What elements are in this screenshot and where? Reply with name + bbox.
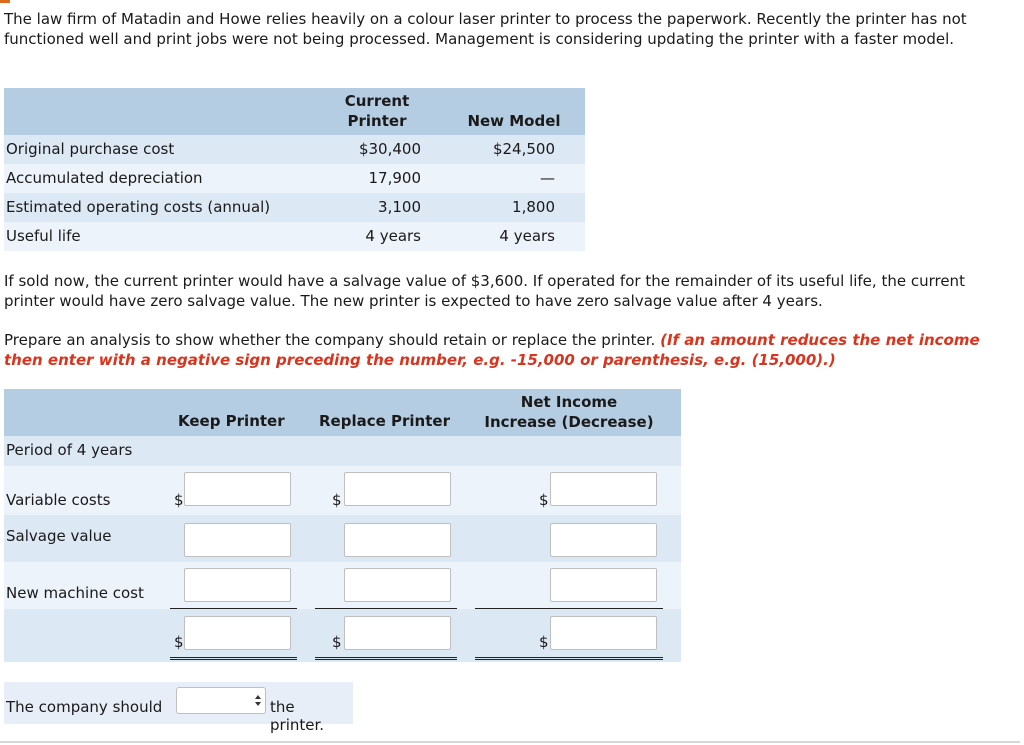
current-value: 4 years	[365, 227, 421, 245]
period-row	[4, 436, 681, 466]
variable-costs-label: Variable costs	[6, 491, 111, 509]
row-label: Estimated operating costs (annual)	[6, 198, 271, 216]
new-value: 1,800	[512, 198, 555, 216]
printer-comparison-table	[4, 88, 585, 251]
total-keep-input[interactable]	[184, 616, 291, 650]
new-value: $24,500	[492, 140, 555, 158]
total-double-rule	[315, 657, 457, 660]
bottom-divider	[0, 741, 1020, 743]
currency-symbol: $	[174, 633, 184, 651]
current-printer-header	[323, 91, 431, 131]
instruction-text: Prepare an analysis to show whether the company should retain or replace the printer.	[4, 331, 661, 349]
conclusion-prefix: The company should	[6, 698, 163, 716]
comparison-row	[4, 193, 585, 222]
net-header-line2: Increase (Decrease)	[484, 413, 654, 431]
comparison-row	[4, 222, 585, 251]
net-header-line1: Net Income	[520, 393, 618, 411]
net-income-header	[474, 392, 664, 432]
keep-printer-header: Keep Printer	[178, 412, 285, 430]
instruction-note: (If an amount reduces the net income then enter with a negative sign preceding the number, e.g. -15,000 or parenthesis, e.g. (15,000).)	[4, 331, 980, 369]
variable-keep-input[interactable]	[184, 472, 291, 506]
current-value: $30,400	[358, 140, 421, 158]
total-double-rule	[475, 657, 663, 660]
currency-symbol: $	[539, 491, 549, 509]
salvage-replace-input[interactable]	[344, 523, 451, 557]
new-model-header: New Model	[467, 112, 561, 130]
current-header-line1: Current	[344, 92, 410, 110]
salvage-keep-input[interactable]	[184, 523, 291, 557]
current-header-line2: Printer	[347, 112, 407, 130]
variable-net-input[interactable]	[550, 472, 657, 506]
salvage-net-input[interactable]	[550, 523, 657, 557]
currency-symbol: $	[332, 633, 342, 651]
current-value: 3,100	[378, 198, 421, 216]
new-machine-cost-label: New machine cost	[6, 584, 144, 602]
new-machine-net-input[interactable]	[550, 568, 657, 602]
variable-replace-input[interactable]	[344, 472, 451, 506]
current-value: 17,900	[368, 169, 421, 187]
row-label: Useful life	[6, 227, 81, 245]
salvage-value-label: Salvage value	[6, 527, 112, 545]
salvage-value-row	[4, 515, 681, 562]
new-machine-replace-input[interactable]	[344, 568, 451, 602]
conclusion-row	[4, 682, 353, 734]
currency-symbol: $	[332, 491, 342, 509]
new-machine-cost-row	[4, 562, 681, 609]
total-replace-input[interactable]	[344, 616, 451, 650]
comparison-row	[4, 135, 585, 164]
row-label: Original purchase cost	[6, 140, 175, 158]
currency-symbol: $	[174, 491, 184, 509]
retain-replace-select[interactable]	[176, 687, 266, 714]
new-value: 4 years	[499, 227, 555, 245]
row-label: Accumulated depreciation	[6, 169, 203, 187]
intro-paragraph: The law firm of Matadin and Howe relies heavily on a colour laser printer to process the paperwork. Recently the printer has not functioned well and print jobs were not being processed. Management is considering updating the printer with a faster model.	[4, 10, 967, 48]
currency-symbol: $	[539, 633, 549, 651]
analysis-table	[4, 389, 681, 662]
total-row	[4, 609, 681, 662]
comparison-row	[4, 164, 585, 193]
salvage-paragraph: If sold now, the current printer would have a salvage value of $3,600. If operated for the remainder of its useful life, the current printer would have zero salvage value. The new printer is expected to have zero salvage value after 4 years.	[4, 272, 965, 310]
total-net-input[interactable]	[550, 616, 657, 650]
instruction-paragraph	[4, 331, 1004, 370]
comparison-header-row	[4, 88, 585, 135]
analysis-header-row	[4, 389, 681, 436]
new-value: —	[540, 169, 555, 187]
top-accent-mark	[0, 0, 10, 3]
new-machine-keep-input[interactable]	[184, 568, 291, 602]
variable-costs-row	[4, 466, 681, 515]
conclusion-suffix: the printer.	[270, 698, 325, 734]
select-arrows-icon	[254, 694, 262, 707]
period-label: Period of 4 years	[6, 441, 133, 459]
total-double-rule	[170, 657, 297, 660]
replace-printer-header: Replace Printer	[319, 412, 450, 430]
